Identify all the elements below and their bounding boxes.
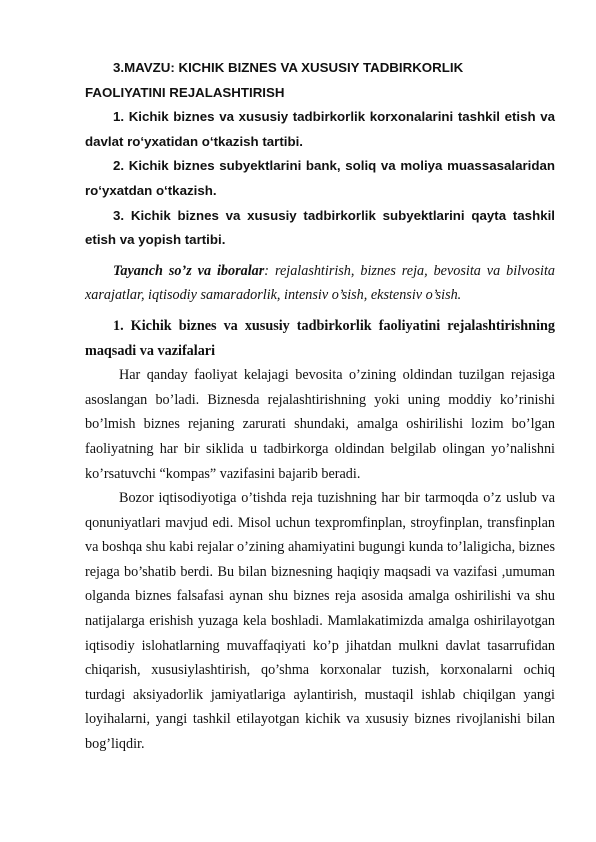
keywords-text: : rejalashtirish, biznes reja, bevosita va bilvosita xarajatlar, iqtisodiy samaradorlik, intensiv o’sish, ekstensiv o’sish. (85, 262, 556, 304)
keywords-paragraph (85, 259, 555, 308)
document-page (85, 56, 555, 757)
plan-item-3: 3. Kichik biznes va xususiy tadbirkorlik subyektlarini qayta tashkil etish va yopish tartibi. (85, 207, 555, 248)
section-title: 1. Kichik biznes va xususiy tadbirkorlik faoliyatini rejalashtirishning maqsadi va vazifalari (85, 317, 555, 359)
topic-title (85, 56, 555, 105)
body-paragraph-1: Har qanday faoliyat kelajagi bevosita o’zining oldindan tuzilgan rejasiga asoslangan bo’ladi. Biznesda rejalashtirishning yoki uning moddiy ko’rinishi bo’lmish biznes rejaning zarurati shundaki, amalga oshirilishi lozim bo’lgan faoliyatning har bir siklida u tadbirkorga oldindan belgilab olingan yo’nalishni ko’rsatuvchi “kompas” vazifasini bajarib beradi. (85, 367, 555, 482)
topic-title-line2: FAOLIYATINI REJALASHTIRISH (85, 84, 285, 100)
body-paragraph-2: Bozor iqtisodiyotiga o’tishda reja tuzishning har bir tarmoqda o’z uslub va qonuniyatlari mavjud edi. Misol uchun texpromfinplan, stroyfinplan, transfinplan va boshqa shu kabi rejalar o’zining ahamiyatini bugungi kunda to’laligicha, biznes rejaga bo’shatib berdi. Bu bilan biznesning haqiqiy maqsadi va vazifasi ,umuman olganda biznes falsafasi aynan shu biznes reja asosida amalga oshirilishi va shu natijalarga erishish yuzaga kela boshladi. Mamlakatimizda amalga oshirilayotgan iqtisodiy islohatlarning muvaffaqiyati ko’p jihatdan mulkni davlat tasarrufidan chiqarish, xususiylashtirish, qo’shma korxonalar tuzish, korxonalarni ochiq turdagi aksiyadorlik jamiyatlariga aylantirish, mustaqil ishlab chiqilgan yangi loyihalarni, yangi tashkil etilayotgan kichik va xususiy biznes rivojlanishi bilan bog’liqdir. (85, 490, 555, 753)
plan-item-1: 1. Kichik biznes va xususiy tadbirkorlik korxonalarini tashkil etish va davlat ro‘yxatidan o‘tkazish tartibi. (85, 109, 555, 149)
plan-item-2: 2. Kichik biznes subyektlarini bank, soliq va moliya muassasalaridan ro‘yxatdan o‘tkazish. (85, 158, 555, 198)
topic-title-line1: 3.MAVZU: KICHIK BIZNES VA XUSUSIY TADBIRKORLIK (113, 60, 464, 75)
keywords-label: Tayanch so’z va iboralar (113, 262, 265, 279)
